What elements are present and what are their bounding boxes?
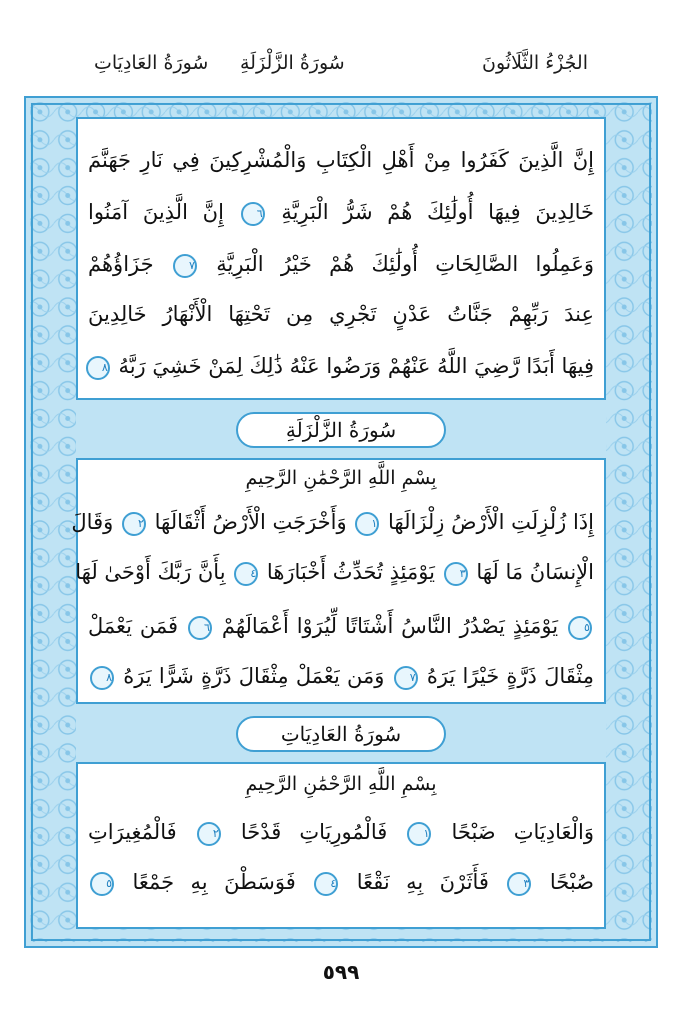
- verse-text: وَالْعَادِيَاتِ ضَبْحًا: [451, 820, 594, 844]
- basmala: بِسْمِ اللَّهِ الرَّحْمَٰنِ الرَّحِيمِ: [245, 773, 437, 795]
- surah-banner: [76, 702, 606, 764]
- verse-text: إِنَّ الَّذِينَ كَفَرُوا مِنْ أَهْلِ الْكِتَابِ وَالْمُشْرِكِينَ فِي نَارِ جَهَنَّمَ: [88, 148, 594, 172]
- verse-text: خَالِدِينَ فِيهَا أُولَٰئِكَ هُمْ شَرُّ الْبَرِيَّةِ: [281, 200, 594, 224]
- verse-text: عِندَ رَبِّهِمْ جَنَّاتُ عَدْنٍ تَجْرِي مِن تَحْتِهَا الْأَنْهَارُ خَالِدِينَ: [88, 302, 594, 326]
- juz-label: الجُزْءُ الثَّلَاثُونَ: [482, 52, 588, 74]
- ayah-marker: ٣: [444, 562, 468, 586]
- verse-text: إِذَا زُلْزِلَتِ الْأَرْضُ زِلْزَالَهَا: [388, 510, 594, 534]
- ayah-marker: ٢: [122, 512, 146, 536]
- surah-banner: [76, 398, 606, 460]
- page-header: [0, 0, 682, 95]
- verse-text: وَعَمِلُوا الصَّالِحَاتِ أُولَٰئِكَ هُمْ خَيْرُ الْبَرِيَّةِ: [216, 252, 594, 276]
- verse-text: فَوَسَطْنَ بِهِ جَمْعًا: [132, 870, 296, 894]
- ayah-marker: ٦: [188, 616, 212, 640]
- ayah-marker: ٣: [507, 872, 531, 896]
- text-line: [88, 140, 594, 180]
- surah-title: سُورَةُ العَادِيَاتِ: [236, 716, 446, 752]
- verse-text: وَقَالَ: [71, 510, 114, 534]
- text-line: [88, 346, 594, 386]
- text-line: [88, 812, 594, 852]
- verse-text: مِثْقَالَ ذَرَّةٍ خَيْرًا يَرَهُ: [426, 664, 594, 688]
- text-line: [75, 552, 594, 592]
- verse-text: فِيهَا أَبَدًا رَّضِيَ اللَّهُ عَنْهُمْ وَرَضُوا عَنْهُ ذَٰلِكَ لِمَنْ خَشِيَ رَبَّهُ: [118, 354, 594, 378]
- text-line: [88, 656, 594, 696]
- surah-header-center: سُورَةُ الزَّلْزَلَةِ: [240, 52, 345, 74]
- ayah-marker: ٨: [86, 356, 110, 380]
- ayah-marker: ١: [407, 822, 431, 846]
- surah-header-left: سُورَةُ العَادِيَاتِ: [94, 52, 209, 74]
- verse-text: يَوْمَئِذٍ تُحَدِّثُ أَخْبَارَهَا: [266, 560, 435, 584]
- text-line: [88, 192, 594, 232]
- verse-text: إِنَّ الَّذِينَ آمَنُوا: [88, 200, 224, 224]
- verse-text: فَمَن يَعْمَلْ: [88, 614, 179, 638]
- ayah-marker: ١: [355, 512, 379, 536]
- basmala: بِسْمِ اللَّهِ الرَّحْمَٰنِ الرَّحِيمِ: [245, 467, 437, 489]
- ayah-marker: ٥: [90, 872, 114, 896]
- verse-text: بِأَنَّ رَبَّكَ أَوْحَىٰ لَهَا: [75, 560, 226, 584]
- verse-text: فَأَثَرْنَ بِهِ نَقْعًا: [356, 870, 489, 894]
- text-line: [71, 502, 594, 542]
- text-line: [88, 244, 594, 284]
- verse-text: جَزَاؤُهُمْ: [88, 252, 154, 276]
- ayah-marker: ٤: [314, 872, 338, 896]
- text-line: [88, 606, 594, 646]
- ayah-marker: ٧: [394, 666, 418, 690]
- verse-text: فَالْمُورِيَاتِ قَدْحًا: [240, 820, 388, 844]
- verse-text: فَالْمُغِيرَاتِ: [88, 820, 177, 844]
- ayah-marker: ٨: [90, 666, 114, 690]
- page-number: ٥٩٩: [322, 960, 360, 984]
- verse-text: الْإِنسَانُ مَا لَهَا: [476, 560, 594, 584]
- verse-text: يَوْمَئِذٍ يَصْدُرُ النَّاسُ أَشْتَاتًا لِّيُرَوْا أَعْمَالَهُمْ: [221, 614, 559, 638]
- ayah-marker: ٧: [173, 254, 197, 278]
- ayah-marker: ٦: [241, 202, 265, 226]
- verse-text: وَمَن يَعْمَلْ مِثْقَالَ ذَرَّةٍ شَرًّا يَرَهُ: [123, 664, 385, 688]
- verse-text: صُبْحًا: [549, 870, 595, 894]
- text-line: [88, 294, 594, 334]
- ayah-marker: ٤: [234, 562, 258, 586]
- ayah-marker: ٢: [197, 822, 221, 846]
- verse-text: وَأَخْرَجَتِ الْأَرْضُ أَثْقَالَهَا: [154, 510, 347, 534]
- ayah-marker: ٥: [568, 616, 592, 640]
- text-line: [88, 862, 594, 902]
- surah-title: سُورَةُ الزَّلْزَلَةِ: [236, 412, 446, 448]
